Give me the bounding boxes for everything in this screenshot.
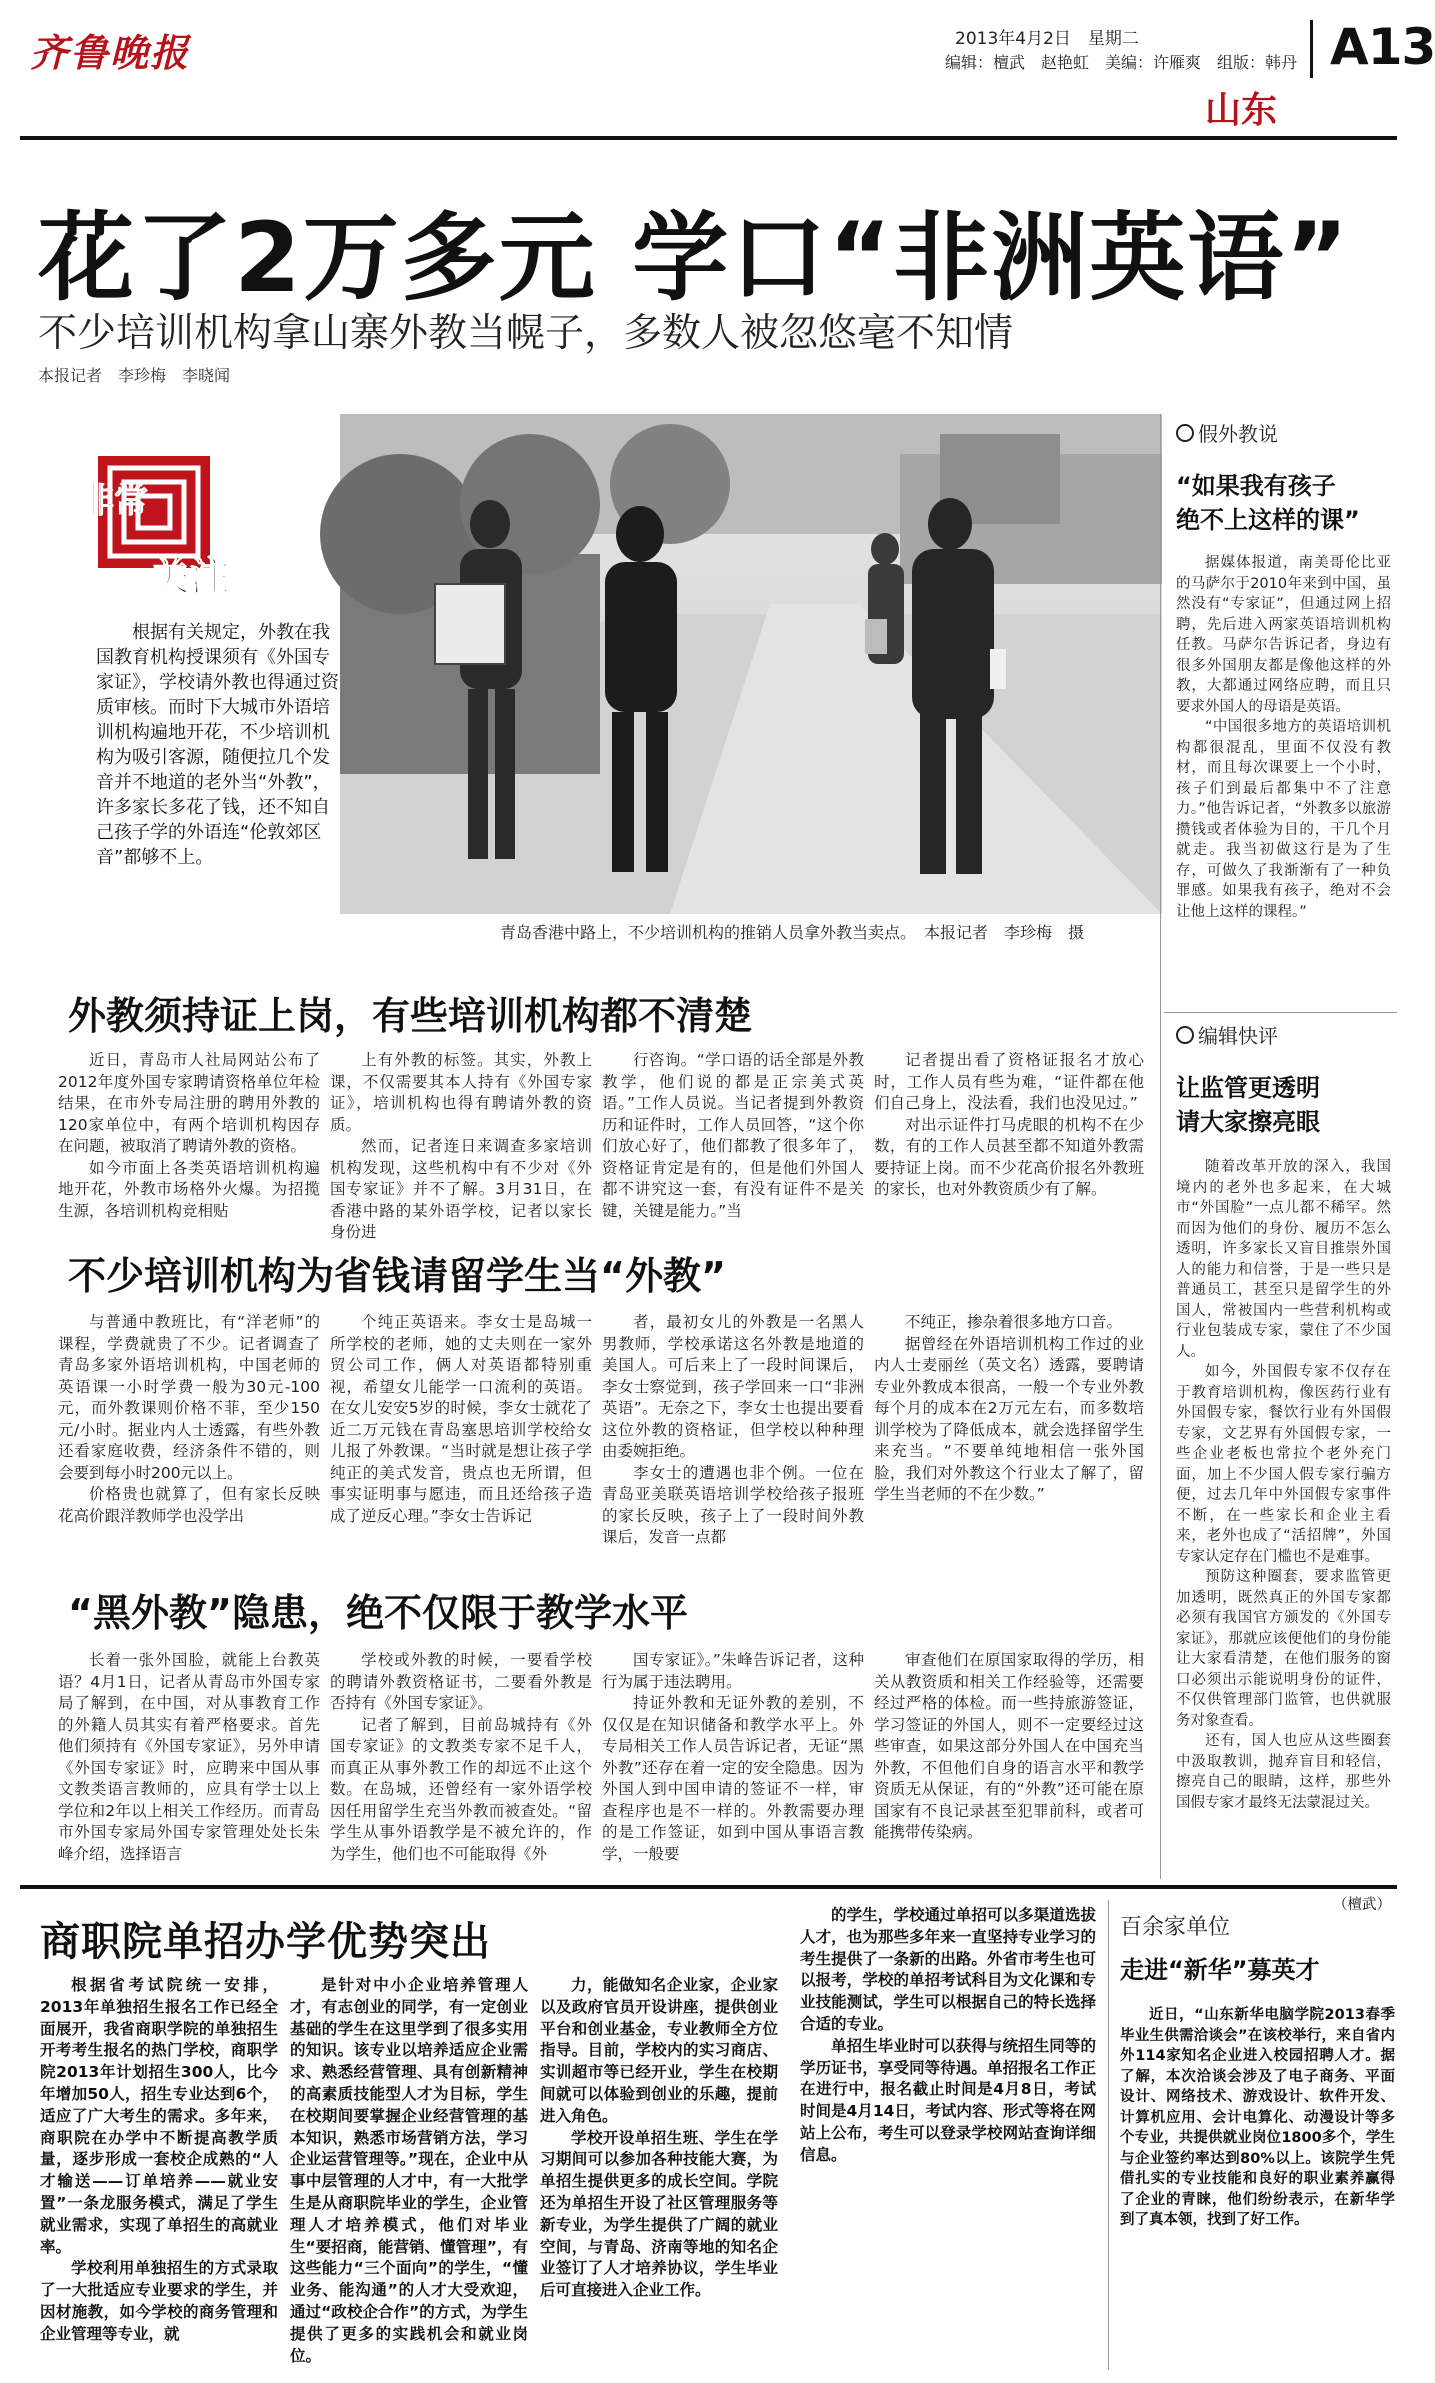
sidebar-title-line: 让监管更透明	[1176, 1074, 1320, 1102]
sidebar-tag-2	[1176, 1020, 1391, 1049]
sidebar-body-2	[1176, 1157, 1391, 1893]
advertorial-column-2	[290, 1975, 528, 2370]
paragraph-continued: 持证外教和无证外教的差别，不仅仅是在知识储备和教学水平上。外专局相关工作人员告诉记者，无证“黑外教”还存在着一定的安全隐患。因为外国人到中国申请的签证不一样，审查程序也是不一样的。外教需要办理的是工作签证，如到中国从事语言教学，一般要	[602, 1694, 864, 1863]
paragraph-continued: 李女士的遭遇也非个例。一位在青岛亚美联英语培训学校给孩子报班的家长反映，孩子上了一段时间外教课后，发音一点都	[602, 1463, 864, 1546]
column-text: 国专家证》。”朱峰告诉记者，这种行为属于违法聘用。	[602, 1651, 864, 1691]
circle-bullet-icon	[1176, 1026, 1194, 1044]
sidebar-title-2	[1176, 1071, 1391, 1139]
bottom-rule	[20, 1885, 1397, 1889]
advertorial2-tag: 百余家单位	[1120, 1915, 1231, 1940]
ad2-text: 近日，“山东新华电脑学院2013春季毕业生供需洽谈会”在该校举行，来自省内外114家知名企业进入校园招聘人才。据了解，本次洽谈会涉及了电子商务、平面设计、网络技术、游戏设计、软件开发、计算机应用、会计电算化、动漫设计等多个专业，共提供就业岗位1800多个，学生与企业签约率达到80%以上。该院学生凭借扎实的专业技能和良好的职业素养赢得了企业的青睐，他们纷纷表示，在新华学到了真本领，找到了好工作。	[1120, 2007, 1395, 2228]
sidebar-title-line: “如果我有孩子	[1176, 472, 1336, 500]
sidebar-box-editorial	[1176, 1020, 1391, 1914]
page-headline: 花了2万多元 学口“非洲英语”	[38, 202, 1351, 314]
news-photo	[340, 414, 1162, 914]
paragraph-continued: 对出示证件打马虎眼的机构不在少数，有的工作人员甚至都不知道外教需要持证上岗。而不少花高价报名外教班的家长，也对外教资质少有了解。	[874, 1115, 1144, 1198]
column-text: 长着一张外国脸，就能上台教英语？4月1日，记者从青岛市外国专家局了解到，在中国，对从事教育工作的外籍人员其实有着严格要求。首先他们须持有《外国专家证》，另外申请《外国专家证》时，应聘来中国从事文教类语言教师的，应具有学士以上学位和2年以上相关工作经历。而青岛市外国专家局外国专家管理处处长朱峰介绍，选择语言	[58, 1651, 320, 1863]
paragraph-continued: 据曾经在外语培训机构工作过的业内人士麦丽丝（英文名）透露，要聘请专业外教成本很高，一般一个专业外教每个月的成本在2万元左右，而多数培训学校为了降低成本，就会选择留学生来充当。“不要单纯地相信一张外国脸，我们对外教这个行业太了解了，留学生当老师的不在少数。”	[874, 1334, 1144, 1503]
paragraph-continued: 记者了解到，目前岛城持有《外国专家证》的文教类专家不足千人，而真正从事外教工作的却远不止这个数。在岛城，还曾经有一家外语学校因任用留学生充当外教而被查处。“留学生从事外语教学是不被允许的，作为学生，他们也不可能取得《外	[330, 1715, 592, 1863]
column-logo	[70, 450, 280, 602]
editors-credit: 编辑：檀武 赵艳虹 美编：许雁爽 组版：韩丹	[945, 53, 1298, 72]
photo-caption: 青岛香港中路上，不少培训机构的推销人员拿外教当卖点。 本报记者 李珍梅 摄	[500, 923, 1085, 942]
column-text: 记者提出看了资格证报名才放心时，工作人员有些为难，“证件都在他们自己身上，没法看，我们也没见过。”	[874, 1051, 1144, 1112]
advertorial-column-4	[800, 1905, 1096, 2370]
sidebar-box-fake-teacher	[1176, 418, 1391, 961]
paragraph-continued: 学校开设单招生班、学生在学习期间可以参加各种技能大赛，为单招生提供更多的成长空间。学院还为单招生开设了社区管理服务等新专业，为学生提供了广阔的就业空间，与青岛、济南等地的知名企业签订了人才培养协议，学生毕业后可直接进入企业工作。	[540, 2128, 778, 2300]
circle-bullet-icon	[1176, 424, 1194, 442]
sidebar-body-1	[1176, 553, 1391, 961]
section-2-column-1	[58, 1312, 320, 1570]
sidebar-tag-label: 编辑快评	[1198, 1024, 1278, 1048]
advertorial-column-3	[540, 1975, 778, 2370]
section-2-column-4	[874, 1312, 1144, 1570]
column-text: 个纯正英语来。李女士是岛城一所学校的老师，她的丈夫则在一家外贸公司工作，俩人对英语都特别重视，希望女儿能学一口流利的英语。在女儿安安5岁的时候，李女士就花了近二万元钱在青岛塞思培训学校给女儿报了外教课。“当时就是想让孩子学纯正的美式发音，贵点也无所谓，但事实证明事与愿违，而且还给孩子造成了逆反心理。”李女士告诉记	[330, 1313, 592, 1525]
section-heading-1: 外教须持证上岗，有些培训机构都不清楚	[68, 994, 753, 1038]
paragraph-continued: 学校利用单独招生的方式录取了一大批适应专业要求的学生，并因材施教，如今学校的商务管理和企业管理等专业，就	[40, 2259, 278, 2343]
sidebar-tag-label: 假外教说	[1198, 422, 1278, 446]
section-1-column-1	[58, 1050, 320, 1226]
sidebar-title-1	[1176, 469, 1391, 537]
section-3-column-1	[58, 1650, 320, 1865]
advertorial-divider	[1108, 1900, 1109, 2370]
masthead-logo: 齐鲁晚报	[30, 30, 191, 75]
svg-text:关注: 关注	[150, 554, 230, 600]
sidebar-separator	[1164, 1012, 1397, 1013]
page-subheadline: 不少培训机构拿山寨外教当幌子，多数人被忽悠毫不知情	[38, 311, 1014, 356]
column-text: 审查他们在原国家取得的学历，相关从教资质和相关工作经验等，还需要经过严格的体检。而一些持旅游签证，学习签证的外国人，则不一定要经过这些审查，如果这部分外国人在中国充当外教，不但他们自身的语言水平和教学资质无从保证，有的“外教”还可能在原国家有不良记录甚至犯罪前科，或者可能携带传染病。	[874, 1651, 1144, 1841]
column-text: 不纯正，掺杂着很多地方口音。	[905, 1313, 1123, 1331]
paragraph-continued: 价格贵也就算了，但有家长反映花高价跟洋教师学也没学出	[58, 1485, 320, 1525]
section-heading-3: “黑外教”隐患，绝不仅限于教学水平	[68, 1591, 688, 1635]
lead-text: 根据有关规定，外教在我国教育机构授课须有《外国专家证》，学校请外教也得通过资质审核。而时下大城市外语培训机构遍地开花，不少培训机构为吸引客源，随便拉几个发音并不地道的老外当“外教”，许多家长多花了钱，还不知自己孩子学的外语连“伦敦郊区音”都够不上。	[96, 622, 339, 868]
paragraph-continued: 单招生毕业时可以获得与统招生同等的学历证书，享受同等待遇。单招报名工作正在进行中，报名截止时间是4月8日，考试时间是4月14日，考试内容、形式等将在网站上公布，考生可以登录学校网站查询详细信息。	[800, 2036, 1096, 2164]
sidebar-title-line: 绝不上这样的课”	[1176, 506, 1360, 534]
sidebar-tag-1	[1176, 418, 1391, 447]
paragraph-continued: 如今，外国假专家不仅存在于教育培训机构，像医药行业有外国假专家，餐饮行业有外国假专家，文艺界有外国假专家，一些企业老板也常拉个老外充门面，加上不少国人假专家行骗方便，过去几年中外国假专家事件不断，在一些家长和企业主看来，老外也成了“活招牌”，外国专家认定存在门槛也不是难事。	[1176, 1364, 1391, 1565]
column-text: 与普通中教班比，有“洋老师”的课程，学费就贵了不少。记者调查了青岛多家外语培训机构，中国老师的英语课一小时学费一般为30元-100元，而外教课则价格不菲，至少150元/小时。据业内人士透露，有些外教还看家庭收费，经济条件不错的，则会要到每小时200元以上。	[58, 1313, 320, 1482]
byline: 本报记者 李珍梅 李晓闻	[38, 366, 231, 385]
issue-date: 2013年4月2日 星期二	[955, 29, 1139, 49]
paragraph-continued: “中国很多地方的英语培训机构都很混乱，里面不仅没有教材，而且每次课要上一个小时，孩子们到最后都集中不了注意力。”他告诉记者，“外教多以旅游攒钱或者体验为目的，干几个月就走。我当初做这行是为了生存，可做久了我渐渐有了一种负罪感。如果我有孩子，绝对不会让他上这样的课程。”	[1176, 719, 1391, 920]
section-3-column-3	[602, 1650, 864, 1865]
ad-text: 力，能做知名企业家，企业家以及政府官员开设讲座，提供创业平台和创业基金，专业教师全方位指导。目前，学校内的实习商店、实训超市等已经开业，学生在校期间就可以体验到创业的乐趣，提前进入角色。	[540, 1976, 778, 2125]
section-heading-2: 不少培训机构为省钱请留学生当“外教”	[68, 1254, 726, 1298]
section-3-column-2	[330, 1650, 592, 1865]
section-3-column-4	[874, 1650, 1144, 1865]
street-scene-image	[340, 414, 1162, 914]
sidebar-title-line: 请大家擦亮眼	[1176, 1108, 1320, 1136]
page-number-divider	[1310, 20, 1313, 78]
ad-text: 是针对中小企业培养管理人才，有志创业的同学，有一定创业基础的学生在这里学到了很多实用的知识。该专业以培养适应企业需求、熟悉经营管理、具有创新精神的高素质技能型人才为目标，学生在校期间要掌握企业经营管理的基本知识，熟悉市场营销方法，学习企业运营管理等。”现在，企业中从事中层管理的人才中，有一大批学生是从商职院毕业的学生，企业管理人才培养模式，他们对毕业生“要招商，能营销、懂管理”，有这些能力“三个面向”的学生，“懂业务、能沟通”的人才大受欢迎，通过“政校企合作”的方式，为学生提供了更多的实践机会和就业岗位。	[290, 1976, 528, 2365]
ad-text: 的学生，学校通过单招可以多渠道选拔人才，也为那些多年来一直坚持专业学习的考生提供了一条新的出路。外省市考生也可以报考，学校的单招考试科目为文化课和专业技能测试，学生可以根据自己的特长选择合适的专业。	[800, 1906, 1096, 2033]
paragraph-continued: 然而，记者连日来调查多家培训机构发现，这些机构中有不少对《外国专家证》并不了解。3月31日，在香港中路的某外语学校，记者以家长身份进	[330, 1137, 592, 1241]
advertorial-column-1	[40, 1975, 278, 2370]
svg-text:非常: 非常	[80, 481, 148, 521]
section-region: 山东	[1205, 90, 1278, 131]
sidebar-signature: （檀武）	[1333, 1897, 1391, 1913]
column-text: 者，最初女儿的外教是一名黑人男教师，学校承诺这名外教是地道的美国人。可后来上了一段时间课后，李女士察觉到，孩子学回来一口“非洲英语”。无奈之下，李女士也提出要看这位外教的资格证，但学校以种种理由委婉拒绝。	[602, 1313, 864, 1460]
column-text: 行咨询。“学口语的话全部是外教教学，他们说的都是正宗美式英语。”工作人员说。当记者提到外教资历和证件时，工作人员回答，“这个你们放心好了，他们都教了很多年了，资格证肯定是有的，但是他们外国人都不讲究这一套，有没有证件不是关键，关键是能力。”当	[602, 1051, 864, 1220]
section-1-column-2	[330, 1050, 592, 1241]
sidebar-text: 随着改革开放的深入，我国境内的老外也多起来，在大城市“外国脸”一点儿都不稀罕。然而因为他们的身份、履历不怎么透明，许多家长又盲目推崇外国人的能力和信誉，于是一些只是普通员工，甚至只是留学生的外国人，常被国内一些营利机构或行业包装成专家，蒙住了不少国人。	[1176, 1159, 1391, 1360]
advertorial2-title: 走进“新华”募英才	[1120, 1956, 1320, 1984]
section-2-column-2	[330, 1312, 592, 1570]
page-number: A13	[1330, 18, 1435, 76]
ad-text: 根据省考试院统一安排，2013年单独招生报名工作已经全面展开，我省商职学院的单独招生开考考生报名的热门学校，商职学院2013年计划招生300人，比今年增加50人，招生专业达到6个，适应了广大考生的需求。多年来，商职院在办学中不断提高教学质量，逐步形成一套校企成熟的“人才输送——订单培养——就业安置”一条龙服务模式，满足了学生就业需求，实现了单招生的高就业率。	[40, 1976, 278, 2256]
advertorial2-body	[1120, 2005, 1395, 2370]
paragraph-continued: 预防这种圈套，要求监管更加透明，既然真正的外国专家都必须有我国官方颁发的《外国专家证》，那就应该便他们的身份能让大家看清楚，在他们服务的窗口必须出示能说明身份的证件，不仅供管理部门监管，也供就服务对象查看。	[1176, 1569, 1391, 1729]
paragraph-continued: 还有，国人也应从这些圈套中汲取教训，抛弃盲目和轻信，擦亮自己的眼睛，这样，那些外国假专家才最终无法蒙混过关。	[1176, 1733, 1391, 1811]
top-rule	[20, 136, 1397, 140]
sidebar-text: 据媒体报道，南美哥伦比亚的马萨尔于2010年来到中国，虽然没有“专家证”，但通过网上招聘，先后进入两家英语培训机构任教。马萨尔告诉记者，身边有很多外国朋友都是像他这样的外教，大都通过网络应聘，而且只要求外国人的母语是英语。	[1176, 555, 1391, 715]
section-1-column-4	[874, 1050, 1144, 1226]
sidebar-divider	[1160, 414, 1161, 1879]
section-1-column-3	[602, 1050, 864, 1226]
section-2-column-3	[602, 1312, 864, 1570]
column-text: 学校或外教的时候，一要看学校的聘请外教资格证书，二要看外教是否持有《外国专家证》。	[330, 1651, 592, 1712]
column-text: 上有外教的标签。其实，外教上课，不仅需要其本人持有《外国专家证》，培训机构也得有聘请外教的资质。	[330, 1051, 592, 1134]
paragraph-continued: 如今市面上各类英语培训机构遍地开花，外教市场格外火爆。为招揽生源，各培训机构竞相贴	[58, 1158, 320, 1220]
column-logo-graphic	[70, 450, 280, 602]
column-text: 近日，青岛市人社局网站公布了2012年度外国专家聘请资格单位年检结果，在市外专局注册的聘用外教的120家单位中，有两个培训机构因存在问题，被取消了聘请外教的资格。	[58, 1051, 320, 1155]
advertorial-title: 商职院单招办学优势突出	[40, 1919, 491, 1965]
lead-paragraph	[96, 620, 344, 870]
